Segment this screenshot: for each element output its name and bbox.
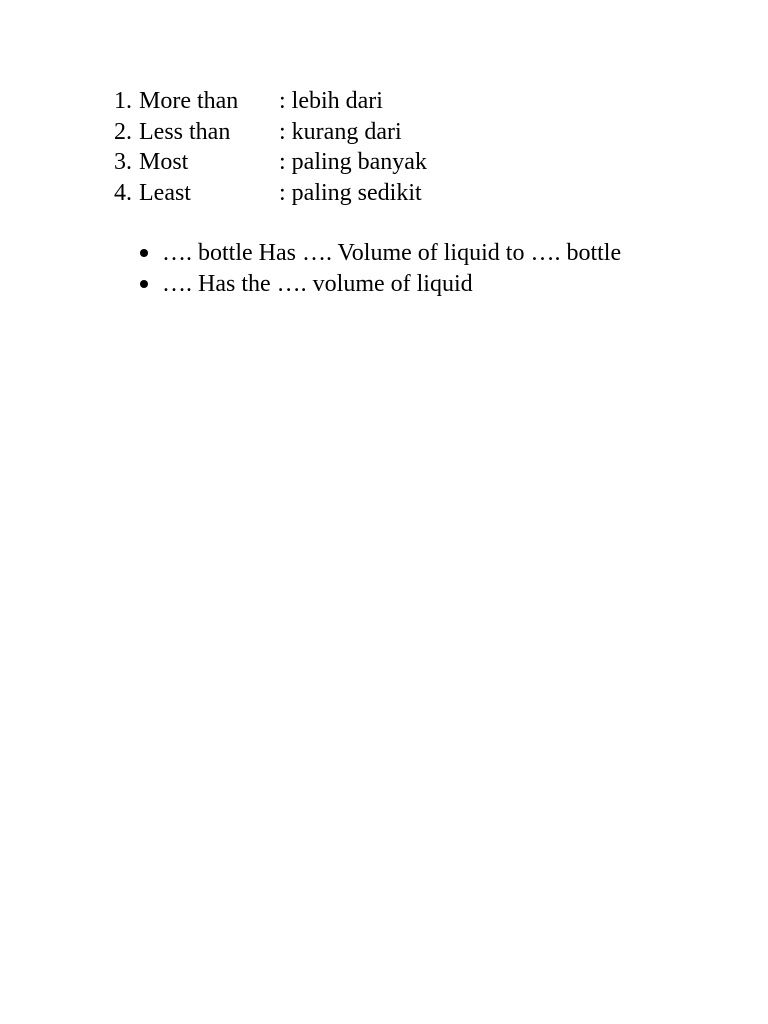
sentence-list — [134, 237, 621, 299]
sentence-item — [134, 237, 621, 268]
english-term: More than — [139, 88, 239, 114]
indonesian-meaning: : paling banyak — [279, 149, 427, 175]
sentence-text: …. bottle Has …. Volume of liquid to …. bottle — [162, 239, 622, 266]
indonesian-meaning: : kurang dari — [279, 118, 402, 145]
item-number: 4. — [114, 179, 132, 206]
english-term: Least — [139, 179, 191, 206]
english-term: Most — [139, 149, 189, 175]
sentence-text: …. Has the …. volume of liquid — [162, 270, 473, 297]
item-number: 3. — [114, 149, 132, 175]
indonesian-meaning: : lebih dari — [279, 88, 383, 114]
indonesian-meaning: : paling sedikit — [279, 179, 422, 206]
item-number: 1. — [114, 88, 132, 114]
vocabulary-item — [114, 147, 427, 178]
vocabulary-item — [114, 117, 427, 148]
sentence-item — [134, 268, 621, 299]
english-term: Less than — [139, 118, 231, 145]
bullet-icon — [140, 280, 148, 288]
item-number: 2. — [114, 118, 132, 145]
vocabulary-item — [114, 178, 427, 209]
vocabulary-list — [114, 86, 427, 208]
vocabulary-item — [114, 86, 427, 117]
bullet-icon — [140, 249, 148, 257]
